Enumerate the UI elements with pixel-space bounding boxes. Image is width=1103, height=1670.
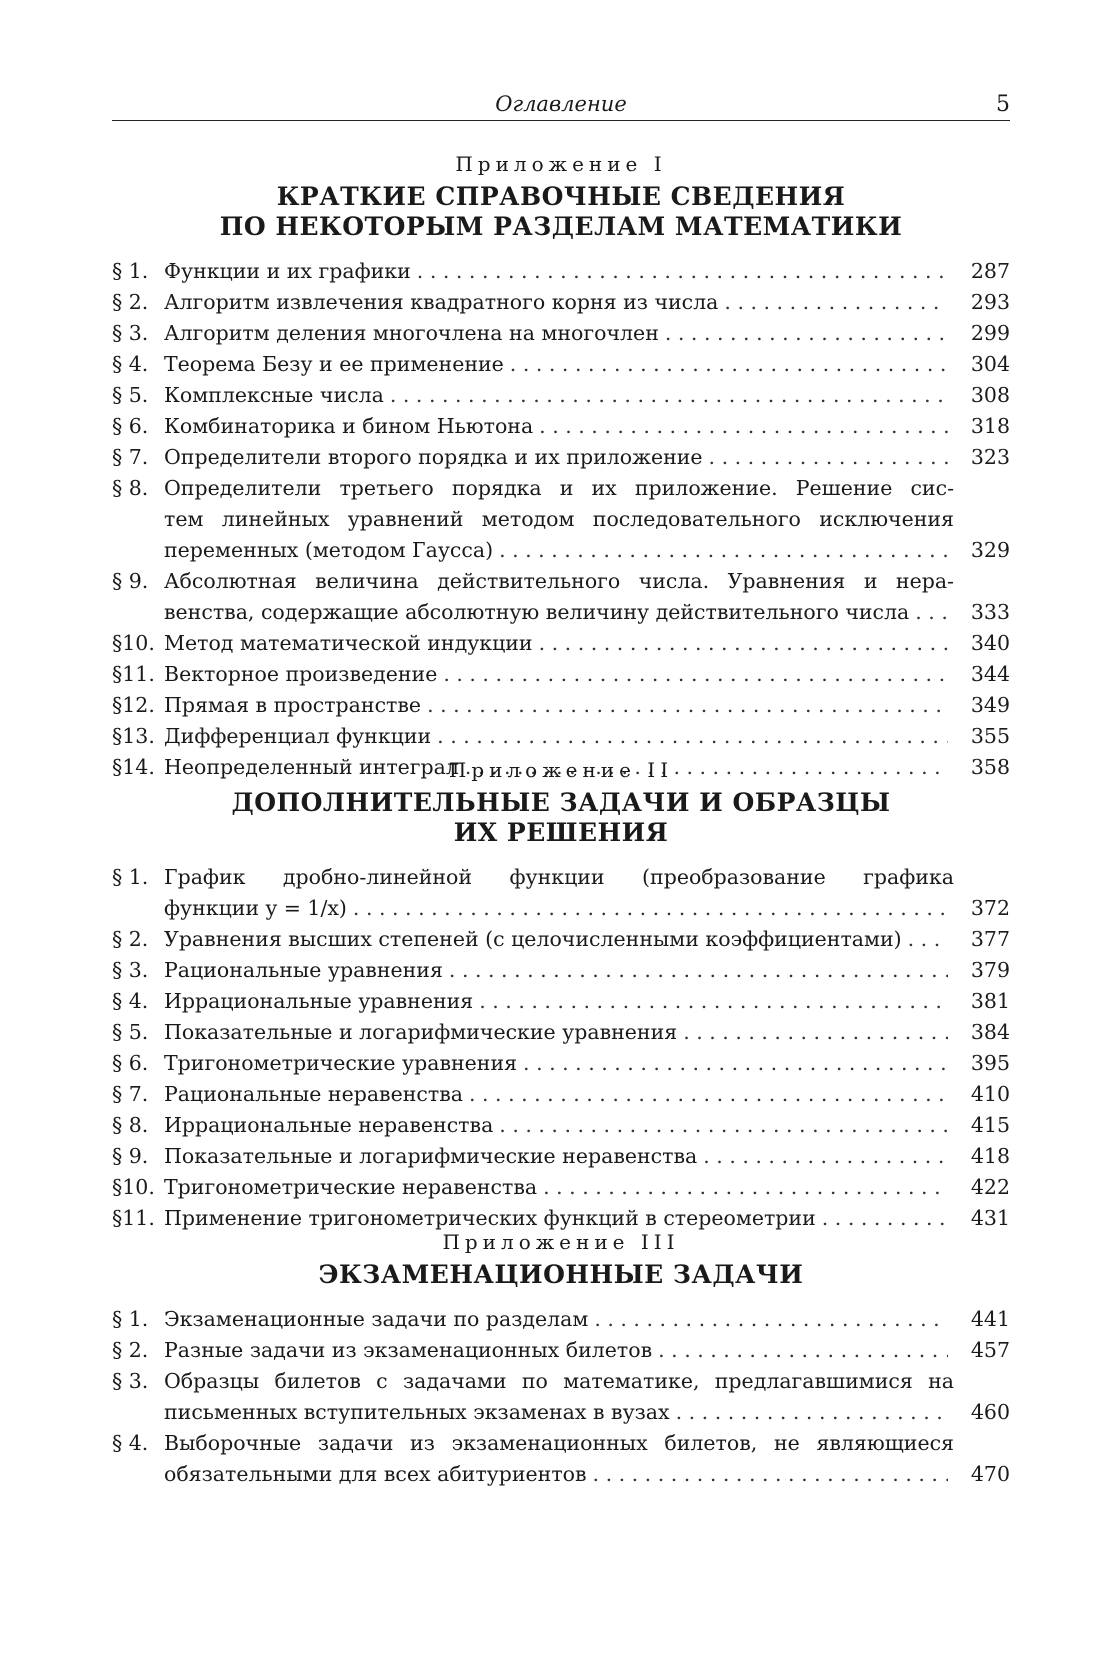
page-number: 5 — [996, 92, 1010, 117]
toc-list — [112, 256, 1010, 783]
dot-leader — [539, 628, 948, 659]
entry-title-line: Иррациональные уравнения — [164, 989, 474, 1013]
entry-number: §14. — [112, 755, 155, 779]
entry-number: §11. — [112, 662, 155, 686]
entry-title — [164, 659, 954, 690]
toc-entry[interactable] — [112, 1048, 1010, 1079]
entry-number: § 9. — [112, 1144, 149, 1168]
entry-number: § 8. — [112, 476, 149, 500]
entry-title-line: переменных (методом Гаусса) — [164, 538, 494, 562]
dot-leader — [437, 721, 948, 752]
entry-page-number: 460 — [970, 1400, 1010, 1424]
entry-page-number: 410 — [970, 1082, 1010, 1106]
entry-title-line: Рациональные уравнения — [164, 958, 443, 982]
entry-title — [164, 380, 954, 411]
toc-entry[interactable] — [112, 628, 1010, 659]
entry-page-number: 415 — [970, 1113, 1010, 1137]
toc-entry[interactable] — [112, 411, 1010, 442]
entry-title-line: Абсолютная величина действительного числа. Уравнения и нера- — [164, 569, 954, 593]
dot-leader — [510, 349, 948, 380]
entry-title-line: Применение тригонометрических функций в стереометрии — [164, 1206, 816, 1230]
toc-entry[interactable] — [112, 442, 1010, 473]
dot-leader — [449, 955, 948, 986]
entry-title-line: Неопределенный интеграл — [164, 755, 459, 779]
appendix-2 — [112, 758, 1010, 1234]
entry-number: § 1. — [112, 865, 149, 889]
entry-page-number: 372 — [970, 896, 1010, 920]
dot-leader — [469, 1079, 948, 1110]
appendix-label: Приложение III — [442, 1230, 680, 1254]
entry-title-line: Определители третьего порядка и их приложение. Решение сис- — [164, 476, 954, 500]
entry-number: §10. — [112, 631, 155, 655]
toc-entry[interactable] — [112, 862, 1010, 924]
entry-title-line: Алгоритм деления многочлена на многочлен — [164, 321, 659, 345]
entry-page-number: 422 — [970, 1175, 1010, 1199]
toc-entry[interactable] — [112, 256, 1010, 287]
entry-page-number: 381 — [970, 989, 1010, 1013]
entry-page-number: 441 — [970, 1307, 1010, 1331]
entry-title-line: Выборочные задачи из экзаменационных билетов, не являющиеся — [164, 1431, 954, 1455]
entry-title-line: Экзаменационные задачи по разделам — [164, 1307, 589, 1331]
toc-entry[interactable] — [112, 721, 1010, 752]
entry-number: §11. — [112, 1206, 155, 1230]
entry-title-line: обязательными для всех абитуриентов — [164, 1462, 587, 1486]
entry-number: § 8. — [112, 1113, 149, 1137]
entry-page-number: 344 — [970, 662, 1010, 686]
dot-leader — [724, 287, 948, 318]
entry-title — [164, 721, 954, 752]
dot-leader — [593, 1459, 948, 1490]
dot-leader — [479, 986, 948, 1017]
toc-entry[interactable] — [112, 1366, 1010, 1428]
appendix-title-line: ПО НЕКОТОРЫМ РАЗДЕЛАМ МАТЕМАТИКИ — [219, 212, 903, 241]
entry-number: § 6. — [112, 414, 149, 438]
dot-leader — [658, 1335, 948, 1366]
entry-title-line: Теорема Безу и ее применение — [164, 352, 504, 376]
entry-title-line: функции y = 1/x) — [164, 896, 347, 920]
toc-entry[interactable] — [112, 1304, 1010, 1335]
toc-entry[interactable] — [112, 287, 1010, 318]
dot-leader — [683, 1017, 948, 1048]
entry-title — [164, 1366, 954, 1428]
entry-page-number: 323 — [970, 445, 1010, 469]
entry-title — [164, 628, 954, 659]
dot-leader — [543, 1172, 948, 1203]
entry-page-number: 329 — [970, 538, 1010, 562]
entry-page-number: 299 — [970, 321, 1010, 345]
entry-page-number: 308 — [970, 383, 1010, 407]
appendix-title-line: ИХ РЕШЕНИЯ — [453, 818, 669, 847]
appendix-title-line: ДОПОЛНИТЕЛЬНЫЕ ЗАДАЧИ И ОБРАЗЦЫ — [231, 788, 891, 817]
entry-title — [164, 473, 954, 566]
entry-title-line: График дробно-линейной функции (преобразование графика — [164, 865, 954, 889]
entry-title-line: Образцы билетов с задачами по математике, предлагавшимися на — [164, 1369, 954, 1393]
entry-title — [164, 411, 954, 442]
entry-title-line: Определители второго порядка и их приложение — [164, 445, 703, 469]
toc-entry[interactable] — [112, 1079, 1010, 1110]
entry-title — [164, 690, 954, 721]
entry-title — [164, 349, 954, 380]
entry-number: § 2. — [112, 290, 149, 314]
entry-number: §10. — [112, 1175, 155, 1199]
entry-page-number: 470 — [970, 1462, 1010, 1486]
entry-page-number: 431 — [970, 1206, 1010, 1230]
entry-page-number: 355 — [970, 724, 1010, 748]
entry-title-line: Уравнения высших степеней (с целочисленными коэффициентами) — [164, 927, 902, 951]
entry-number: § 3. — [112, 321, 149, 345]
entry-title-line: венства, содержащие абсолютную величину действительного числа — [164, 600, 910, 624]
entry-title-line: Рациональные неравенства — [164, 1082, 463, 1106]
entry-title — [164, 1017, 954, 1048]
dot-leader — [417, 256, 948, 287]
entry-title-line: Тригонометрические неравенства — [164, 1175, 538, 1199]
toc-entry[interactable] — [112, 1335, 1010, 1366]
entry-title-line: Разные задачи из экзаменационных билетов — [164, 1338, 653, 1362]
dot-leader — [499, 535, 948, 566]
toc-entry[interactable] — [112, 1017, 1010, 1048]
toc-entry[interactable] — [112, 1428, 1010, 1490]
entry-number: § 2. — [112, 927, 149, 951]
entry-number: § 4. — [112, 352, 149, 376]
entry-title — [164, 924, 954, 955]
toc-entry[interactable] — [112, 1172, 1010, 1203]
dot-leader — [709, 442, 948, 473]
entry-title — [164, 256, 954, 287]
entry-number: § 1. — [112, 1307, 149, 1331]
entry-title — [164, 1335, 954, 1366]
entry-page-number: 418 — [970, 1144, 1010, 1168]
entry-number: § 7. — [112, 445, 149, 469]
entry-title-line: тем линейных уравнений методом последовательного исключения — [164, 507, 954, 531]
toc-entry[interactable] — [112, 380, 1010, 411]
entry-page-number: 293 — [970, 290, 1010, 314]
dot-leader — [703, 1141, 948, 1172]
entry-number: § 5. — [112, 383, 149, 407]
entry-page-number: 377 — [970, 927, 1010, 951]
entry-number: § 9. — [112, 569, 149, 593]
dot-leader — [427, 690, 948, 721]
entry-page-number: 384 — [970, 1020, 1010, 1044]
entry-title-line: письменных вступительных экзаменах в вузах — [164, 1400, 670, 1424]
toc-entry[interactable] — [112, 349, 1010, 380]
appendix-label: Приложение II — [448, 758, 674, 782]
entry-number: § 6. — [112, 1051, 149, 1075]
entry-page-number: 304 — [970, 352, 1010, 376]
entry-title — [164, 955, 954, 986]
appendix-title-line: ЭКЗАМЕНАЦИОННЫЕ ЗАДАЧИ — [318, 1260, 804, 1289]
entry-number: §13. — [112, 724, 155, 748]
entry-title — [164, 287, 954, 318]
entry-title-line: Тригонометрические уравнения — [164, 1051, 518, 1075]
dot-leader — [390, 380, 948, 411]
dot-leader — [665, 318, 948, 349]
toc-entry[interactable] — [112, 318, 1010, 349]
entry-title — [164, 1141, 954, 1172]
entry-title — [164, 1110, 954, 1141]
entry-page-number: 379 — [970, 958, 1010, 982]
entry-number: § 2. — [112, 1338, 149, 1362]
entry-number: § 5. — [112, 1020, 149, 1044]
toc-entry[interactable] — [112, 690, 1010, 721]
toc-entry[interactable] — [112, 924, 1010, 955]
entry-title — [164, 442, 954, 473]
entry-title-line: Показательные и логарифмические неравенства — [164, 1144, 698, 1168]
entry-title-line: Прямая в пространстве — [164, 693, 422, 717]
entry-title — [164, 986, 954, 1017]
entry-title-line: Иррациональные неравенства — [164, 1113, 494, 1137]
toc-list — [112, 1304, 1010, 1490]
entry-title-line: Функции и их графики — [164, 259, 411, 283]
entry-number: § 3. — [112, 958, 149, 982]
entry-title-line: Дифференциал функции — [164, 724, 432, 748]
entry-page-number: 349 — [970, 693, 1010, 717]
entry-number: § 4. — [112, 989, 149, 1013]
entry-page-number: 457 — [970, 1338, 1010, 1362]
appendix-label: Приложение I — [455, 152, 667, 176]
entry-title-line: Метод математической индукции — [164, 631, 533, 655]
running-header — [112, 92, 1010, 121]
entry-number: §12. — [112, 693, 155, 717]
appendix-title-line: КРАТКИЕ СПРАВОЧНЫЕ СВЕДЕНИЯ — [276, 182, 846, 211]
toc-entry[interactable] — [112, 1141, 1010, 1172]
entry-title-line: Показательные и логарифмические уравнения — [164, 1020, 678, 1044]
entry-page-number: 395 — [970, 1051, 1010, 1075]
toc-entry[interactable] — [112, 955, 1010, 986]
entry-page-number: 318 — [970, 414, 1010, 438]
entry-title-line: Комплексные числа — [164, 383, 384, 407]
dot-leader — [908, 924, 948, 955]
entry-page-number: 340 — [970, 631, 1010, 655]
entry-page-number: 287 — [970, 259, 1010, 283]
entry-title-line: Комбинаторика и бином Ньютона — [164, 414, 534, 438]
toc-entry[interactable] — [112, 986, 1010, 1017]
entry-number: § 1. — [112, 259, 149, 283]
running-title: Оглавление — [495, 92, 627, 116]
entry-number: § 7. — [112, 1082, 149, 1106]
toc-list — [112, 862, 1010, 1234]
entry-title — [164, 1428, 954, 1490]
entry-title — [164, 1079, 954, 1110]
toc-entry[interactable] — [112, 473, 1010, 566]
entry-title — [164, 318, 954, 349]
appendix-3 — [112, 1230, 1010, 1490]
entry-title — [164, 1048, 954, 1079]
entry-page-number: 358 — [970, 755, 1010, 779]
entry-title-line: Векторное произведение — [164, 662, 438, 686]
dot-leader — [443, 659, 948, 690]
dot-leader — [523, 1048, 948, 1079]
toc-entry[interactable] — [112, 566, 1010, 628]
dot-leader — [594, 1304, 948, 1335]
entry-title — [164, 862, 954, 924]
dot-leader — [353, 893, 948, 924]
dot-leader — [915, 597, 948, 628]
entry-title — [164, 1172, 954, 1203]
toc-entry[interactable] — [112, 659, 1010, 690]
entry-number: § 3. — [112, 1369, 149, 1393]
dot-leader — [676, 1397, 948, 1428]
toc-entry[interactable] — [112, 1110, 1010, 1141]
entry-number: § 4. — [112, 1431, 149, 1455]
entry-title-line: Алгоритм извлечения квадратного корня из числа — [164, 290, 719, 314]
entry-title — [164, 566, 954, 628]
dot-leader — [539, 411, 948, 442]
entry-page-number: 333 — [970, 600, 1010, 624]
appendix-1 — [112, 152, 1010, 783]
entry-title — [164, 1304, 954, 1335]
dot-leader — [499, 1110, 948, 1141]
